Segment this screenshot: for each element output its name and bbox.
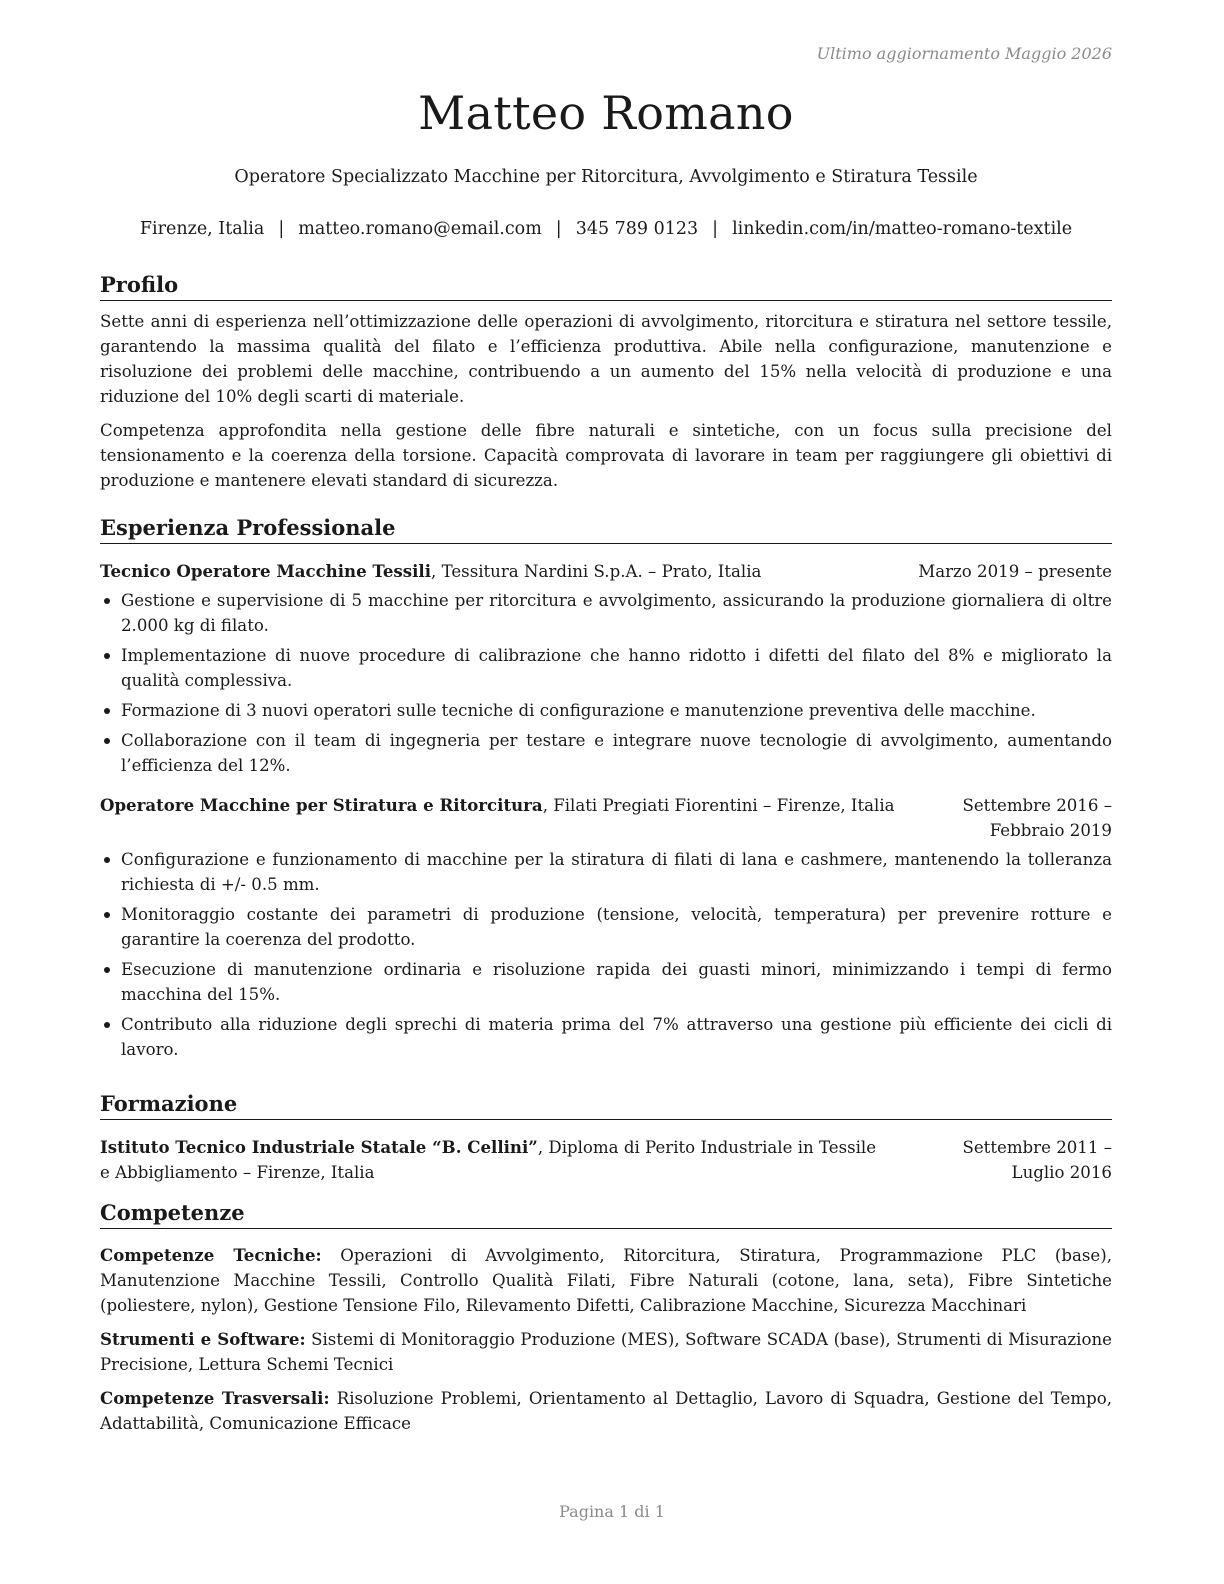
education-school: Istituto Tecnico Industriale Statale “B. Cellini” — [100, 1137, 538, 1157]
experience-section — [100, 515, 1112, 1067]
job-bullets — [100, 847, 1112, 1062]
education-dates: Settembre 2011 – Luglio 2016 — [962, 1138, 1112, 1182]
job-bullet: Collaborazione con il team di ingegneria per testare e integrare nuove tecnologie di avvolgimento, aumentando l’efficienza del 12%. — [100, 728, 1112, 778]
job-entry — [100, 793, 1112, 1062]
job-bullet: Monitoraggio costante dei parametri di produzione (tensione, velocità, temperatura) per prevenire rotture e garantire la coerenza del prodotto. — [100, 902, 1112, 952]
job-header — [100, 559, 1112, 584]
job-entry — [100, 559, 1112, 778]
skill-group-label: Strumenti e Software: — [100, 1329, 306, 1349]
section-title-profile: Profilo — [100, 272, 1112, 301]
skills-section — [100, 1200, 1112, 1436]
job-header — [100, 793, 1112, 843]
job-bullet: Gestione e supervisione di 5 macchine per ritorcitura e avvolgimento, assicurando la produzione giornaliera di oltre 2.000 kg di filato. — [100, 588, 1112, 638]
job-company: , Filati Pregiati Fiorentini – Firenze, Italia — [542, 796, 895, 815]
job-bullets — [100, 588, 1112, 778]
contact-phone: 345 789 0123 — [575, 219, 699, 239]
skill-group-text: Risoluzione Problemi, Orientamento al Dettaglio, Lavoro di Squadra, Gestione del Tempo, Adattabilità, Comunicazione Efficace — [100, 1389, 1112, 1433]
education-entry — [100, 1135, 1112, 1185]
job-bullet: Esecuzione di manutenzione ordinaria e risoluzione rapida dei guasti minori, minimizzando i tempi di fermo macchina del 15%. — [100, 957, 1112, 1007]
education-section — [100, 1091, 1112, 1185]
section-title-skills: Competenze — [100, 1200, 1112, 1229]
skill-group-label: Competenze Trasversali: — [100, 1388, 330, 1408]
job-company: , Tessitura Nardini S.p.A. – Prato, Italia — [431, 562, 762, 581]
job-bullet: Formazione di 3 nuovi operatori sulle tecniche di configurazione e manutenzione preventiva delle macchine. — [100, 698, 1112, 723]
contact-line — [100, 219, 1112, 239]
contact-linkedin[interactable]: linkedin.com/in/matteo-romano-textile — [732, 219, 1073, 239]
skill-group-text: Sistemi di Monitoraggio Produzione (MES), Software SCADA (base), Strumenti di Misurazione Precisione, Lettura Schemi Tecnici — [100, 1330, 1112, 1374]
skill-group — [100, 1243, 1112, 1318]
skill-group-label: Competenze Tecniche: — [100, 1245, 322, 1265]
job-bullet: Configurazione e funzionamento di macchine per la stiratura di filati di lana e cashmere, mantenendo la tolleranza richiesta di +/- 0.5 mm. — [100, 847, 1112, 897]
candidate-name: Matteo Romano — [418, 86, 794, 140]
profile-paragraph: Sette anni di esperienza nell’ottimizzazione delle operazioni di avvolgimento, ritorcitura e stiratura nel settore tessile, garantendo la massima qualità del filato e l’efficienza produttiva. Abile nella configurazione, manutenzione e risoluzione dei problemi delle macchine, contribuendo a un aumento del 15% nella velocità di produzione e una riduzione del 10% degli scarti di materiale. — [100, 312, 1112, 406]
job-dates: Marzo 2019 – presente — [918, 562, 1112, 581]
job-role: Tecnico Operatore Macchine Tessili — [100, 561, 432, 581]
profile-section — [100, 272, 1112, 493]
job-bullet: Contributo alla riduzione degli sprechi di materia prima del 7% attraverso una gestione più efficiente dei cicli di lavoro. — [100, 1012, 1112, 1062]
job-role: Operatore Macchine per Stiratura e Ritorcitura — [100, 795, 543, 815]
candidate-tagline: Operatore Specializzato Macchine per Ritorcitura, Avvolgimento e Stiratura Tessile — [234, 167, 978, 187]
page-number: Pagina 1 di 1 — [559, 1502, 665, 1521]
contact-separator: | — [278, 219, 285, 239]
section-title-education: Formazione — [100, 1091, 1112, 1120]
section-title-experience: Esperienza Professionale — [100, 515, 1112, 544]
skill-group — [100, 1386, 1112, 1436]
last-updated: Ultimo aggiornamento Maggio 2026 — [816, 44, 1112, 63]
contact-separator: | — [712, 219, 719, 239]
contact-location: Firenze, Italia — [139, 219, 265, 239]
education-degree: , Diploma di Perito Industriale in Tessile e Abbigliamento – Firenze, Italia — [100, 1138, 877, 1182]
skill-group — [100, 1327, 1112, 1377]
profile-paragraph: Competenza approfondita nella gestione delle fibre naturali e sintetiche, con un focus sulla precisione del tensionamento e la coerenza della torsione. Capacità comprovata di lavorare in team per raggiungere gli obiettivi di produzione e mantenere elevati standard di sicurezza. — [100, 421, 1112, 490]
resume-page — [100, 0, 1112, 1584]
skill-group-text: Operazioni di Avvolgimento, Ritorcitura, Stiratura, Programmazione PLC (base), Manutenzione Macchine Tessili, Controllo Qualità Filati, Fibre Naturali (cotone, lana, seta), Fibre Sintetiche (poliestere, nylon), Gestione Tensione Filo, Rilevamento Difetti, Calibrazione Macchine, Sicurezza Macchinari — [100, 1246, 1112, 1315]
contact-email[interactable]: matteo.romano@email.com — [298, 219, 542, 239]
job-dates: Settembre 2016 – Febbraio 2019 — [962, 796, 1112, 840]
contact-separator: | — [555, 219, 562, 239]
job-bullet: Implementazione di nuove procedure di calibrazione che hanno ridotto i difetti del filato del 8% e migliorato la qualità complessiva. — [100, 643, 1112, 693]
